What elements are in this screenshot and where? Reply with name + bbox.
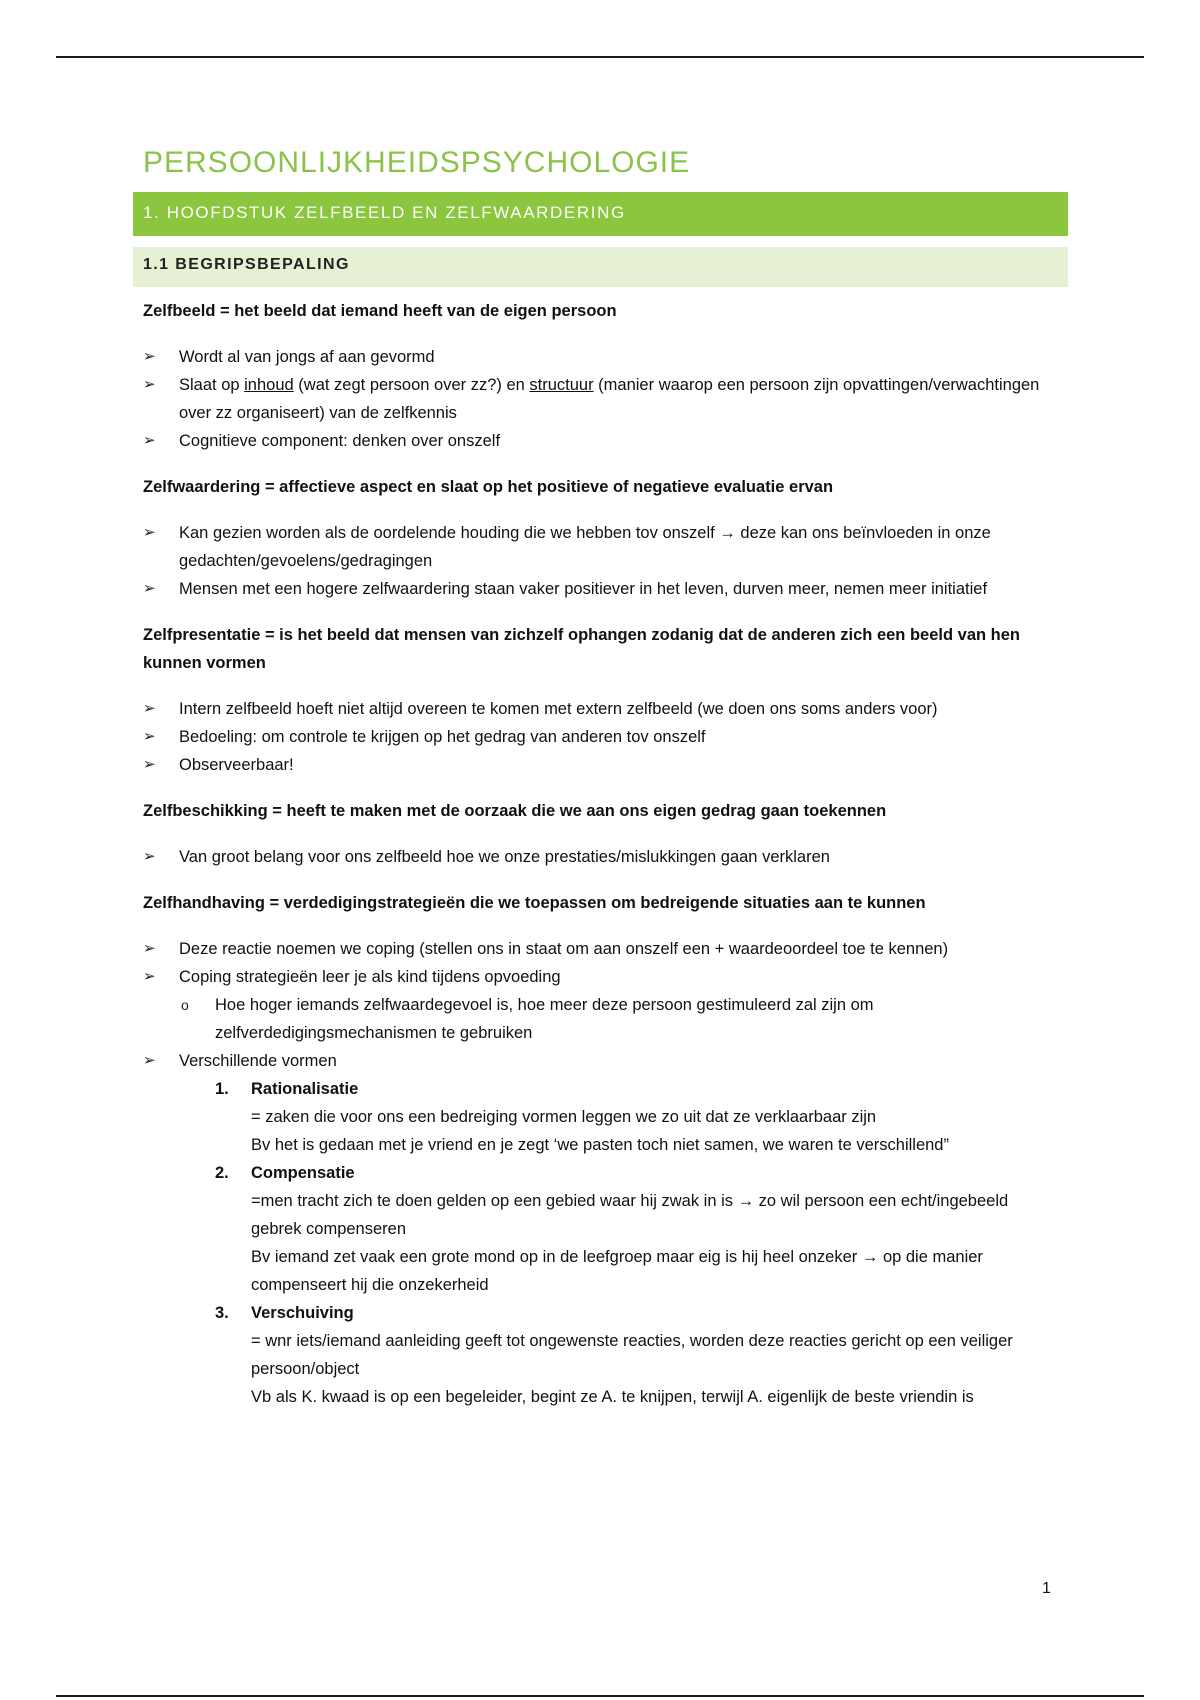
document-title: PERSOONLIJKHEIDSPSYCHOLOGIE <box>143 146 691 179</box>
arrow-bullet-icon: ➢ <box>143 940 156 957</box>
arrow-bullet-icon: ➢ <box>143 1052 156 1069</box>
footer-rule <box>56 1695 1144 1697</box>
list-item: ➢ Coping strategieën leer je als kind tijdens opvoeding <box>143 963 1058 991</box>
underlined-term: inhoud <box>244 376 294 394</box>
header-rule <box>56 56 1144 58</box>
list-item: ➢ Observeerbaar! <box>143 751 1058 779</box>
list-item: ➢ Kan gezien worden als de oordelende houding die we hebben tov onszelf → deze kan ons beïnvloeden in onze gedachten/gevoelens/gedragingen <box>143 519 1058 575</box>
zelfpresentatie-list <box>143 695 1058 779</box>
form-title: Rationalisatie <box>251 1080 359 1098</box>
numbered-item <box>143 1075 1058 1159</box>
arrow-bullet-icon: ➢ <box>143 848 156 865</box>
term-zelfbeeld: Zelfbeeld = het beeld dat iemand heeft van de eigen persoon <box>143 302 617 320</box>
circle-bullet-icon: o <box>181 997 189 1013</box>
list-item: ➢ Verschillende vormen <box>143 1047 1058 1075</box>
arrow-bullet-icon: ➢ <box>143 376 156 393</box>
arrow-bullet-icon: ➢ <box>143 524 156 541</box>
form-definition: = zaken die voor ons een bedreiging vormen leggen we zo uit dat ze verklaarbaar zijn <box>251 1108 877 1126</box>
term-zelfpresentatie: Zelfpresentatie = is het beeld dat mensen van zichzelf ophangen zodanig dat de anderen zich een beeld van hen kunnen vormen <box>143 626 1020 672</box>
zelfhandhaving-list-cont <box>143 1047 1058 1075</box>
arrow-bullet-icon: ➢ <box>143 756 156 773</box>
defense-forms-list <box>143 1075 1058 1411</box>
term-zelfhandhaving: Zelfhandhaving = verdedigingstrategieën die we toepassen om bedreigende situaties aan te kunnen <box>143 894 926 912</box>
section-heading: 1.1 BEGRIPSBEPALING <box>133 247 1068 287</box>
arrow-bullet-icon: ➢ <box>143 968 156 985</box>
list-item: ➢ Mensen met een hogere zelfwaardering staan vaker positiever in het leven, durven meer, nemen meer initiatief <box>143 575 1058 603</box>
arrow-bullet-icon: ➢ <box>143 580 156 597</box>
form-example: Bv het is gedaan met je vriend en je zegt ‘we pasten toch niet samen, we waren te verschillend” <box>251 1136 949 1154</box>
list-item: ➢ Van groot belang voor ons zelfbeeld hoe we onze prestaties/mislukkingen gaan verklaren <box>143 843 1058 871</box>
form-title: Verschuiving <box>251 1304 354 1322</box>
arrow-bullet-icon: ➢ <box>143 700 156 717</box>
page-number: 1 <box>1042 1580 1051 1597</box>
chapter-heading: 1. HOOFDSTUK ZELFBEELD EN ZELFWAARDERING <box>133 192 1068 236</box>
list-item: ➢ Deze reactie noemen we coping (stellen ons in staat om aan onszelf een + waardeoordeel toe te kennen) <box>143 935 1058 963</box>
numbered-item <box>143 1299 1058 1411</box>
zelfbeeld-list <box>143 343 1058 455</box>
term-zelfbeschikking: Zelfbeschikking = heeft te maken met de oorzaak die we aan ons eigen gedrag gaan toekennen <box>143 802 887 820</box>
list-item: ➢ Wordt al van jongs af aan gevormd <box>143 343 1058 371</box>
underlined-term: structuur <box>529 376 594 394</box>
numbered-item <box>143 1159 1058 1299</box>
form-example: Bv iemand zet vaak een grote mond op in de leefgroep maar eig is hij heel onzeker → op die manier compenseert hij die onzekerheid <box>251 1248 983 1294</box>
arrow-bullet-icon: ➢ <box>143 348 156 365</box>
zelfwaardering-list <box>143 519 1058 603</box>
arrow-bullet-icon: ➢ <box>143 728 156 745</box>
list-item: o Hoe hoger iemands zelfwaardegevoel is, hoe meer deze persoon gestimuleerd zal zijn om zelfverdedigingsmechanismen te gebruiken <box>143 991 1058 1047</box>
list-item: ➢ Cognitieve component: denken over onszelf <box>143 427 1058 455</box>
item-number: 3. <box>215 1304 229 1322</box>
page-content <box>143 146 1058 1411</box>
zelfbeschikking-list <box>143 843 1058 871</box>
zelfhandhaving-list <box>143 935 1058 991</box>
item-number: 2. <box>215 1164 229 1182</box>
list-item: ➢ Bedoeling: om controle te krijgen op het gedrag van anderen tov onszelf <box>143 723 1058 751</box>
list-item: ➢ Intern zelfbeeld hoeft niet altijd overeen te komen met extern zelfbeeld (we doen ons soms anders voor) <box>143 695 1058 723</box>
item-number: 1. <box>215 1080 229 1098</box>
form-definition: =men tracht zich te doen gelden op een gebied waar hij zwak in is → zo wil persoon een echt/ingebeeld gebrek compenseren <box>251 1192 1009 1238</box>
zelfhandhaving-sublist <box>143 991 1058 1047</box>
form-definition: = wnr iets/iemand aanleiding geeft tot ongewenste reacties, worden deze reacties gericht op een veiliger persoon/object <box>251 1332 1013 1378</box>
list-item: ➢ Slaat op inhoud (wat zegt persoon over zz?) en structuur (manier waarop een persoon zijn opvattingen/verwachtingen over zz organiseert) van de zelfkennis <box>143 371 1058 427</box>
form-example: Vb als K. kwaad is op een begeleider, begint ze A. te knijpen, terwijl A. eigenlijk de beste vriendin is <box>251 1388 974 1406</box>
term-zelfwaardering: Zelfwaardering = affectieve aspect en slaat op het positieve of negatieve evaluatie ervan <box>143 478 834 496</box>
arrow-bullet-icon: ➢ <box>143 432 156 449</box>
form-title: Compensatie <box>251 1164 355 1182</box>
